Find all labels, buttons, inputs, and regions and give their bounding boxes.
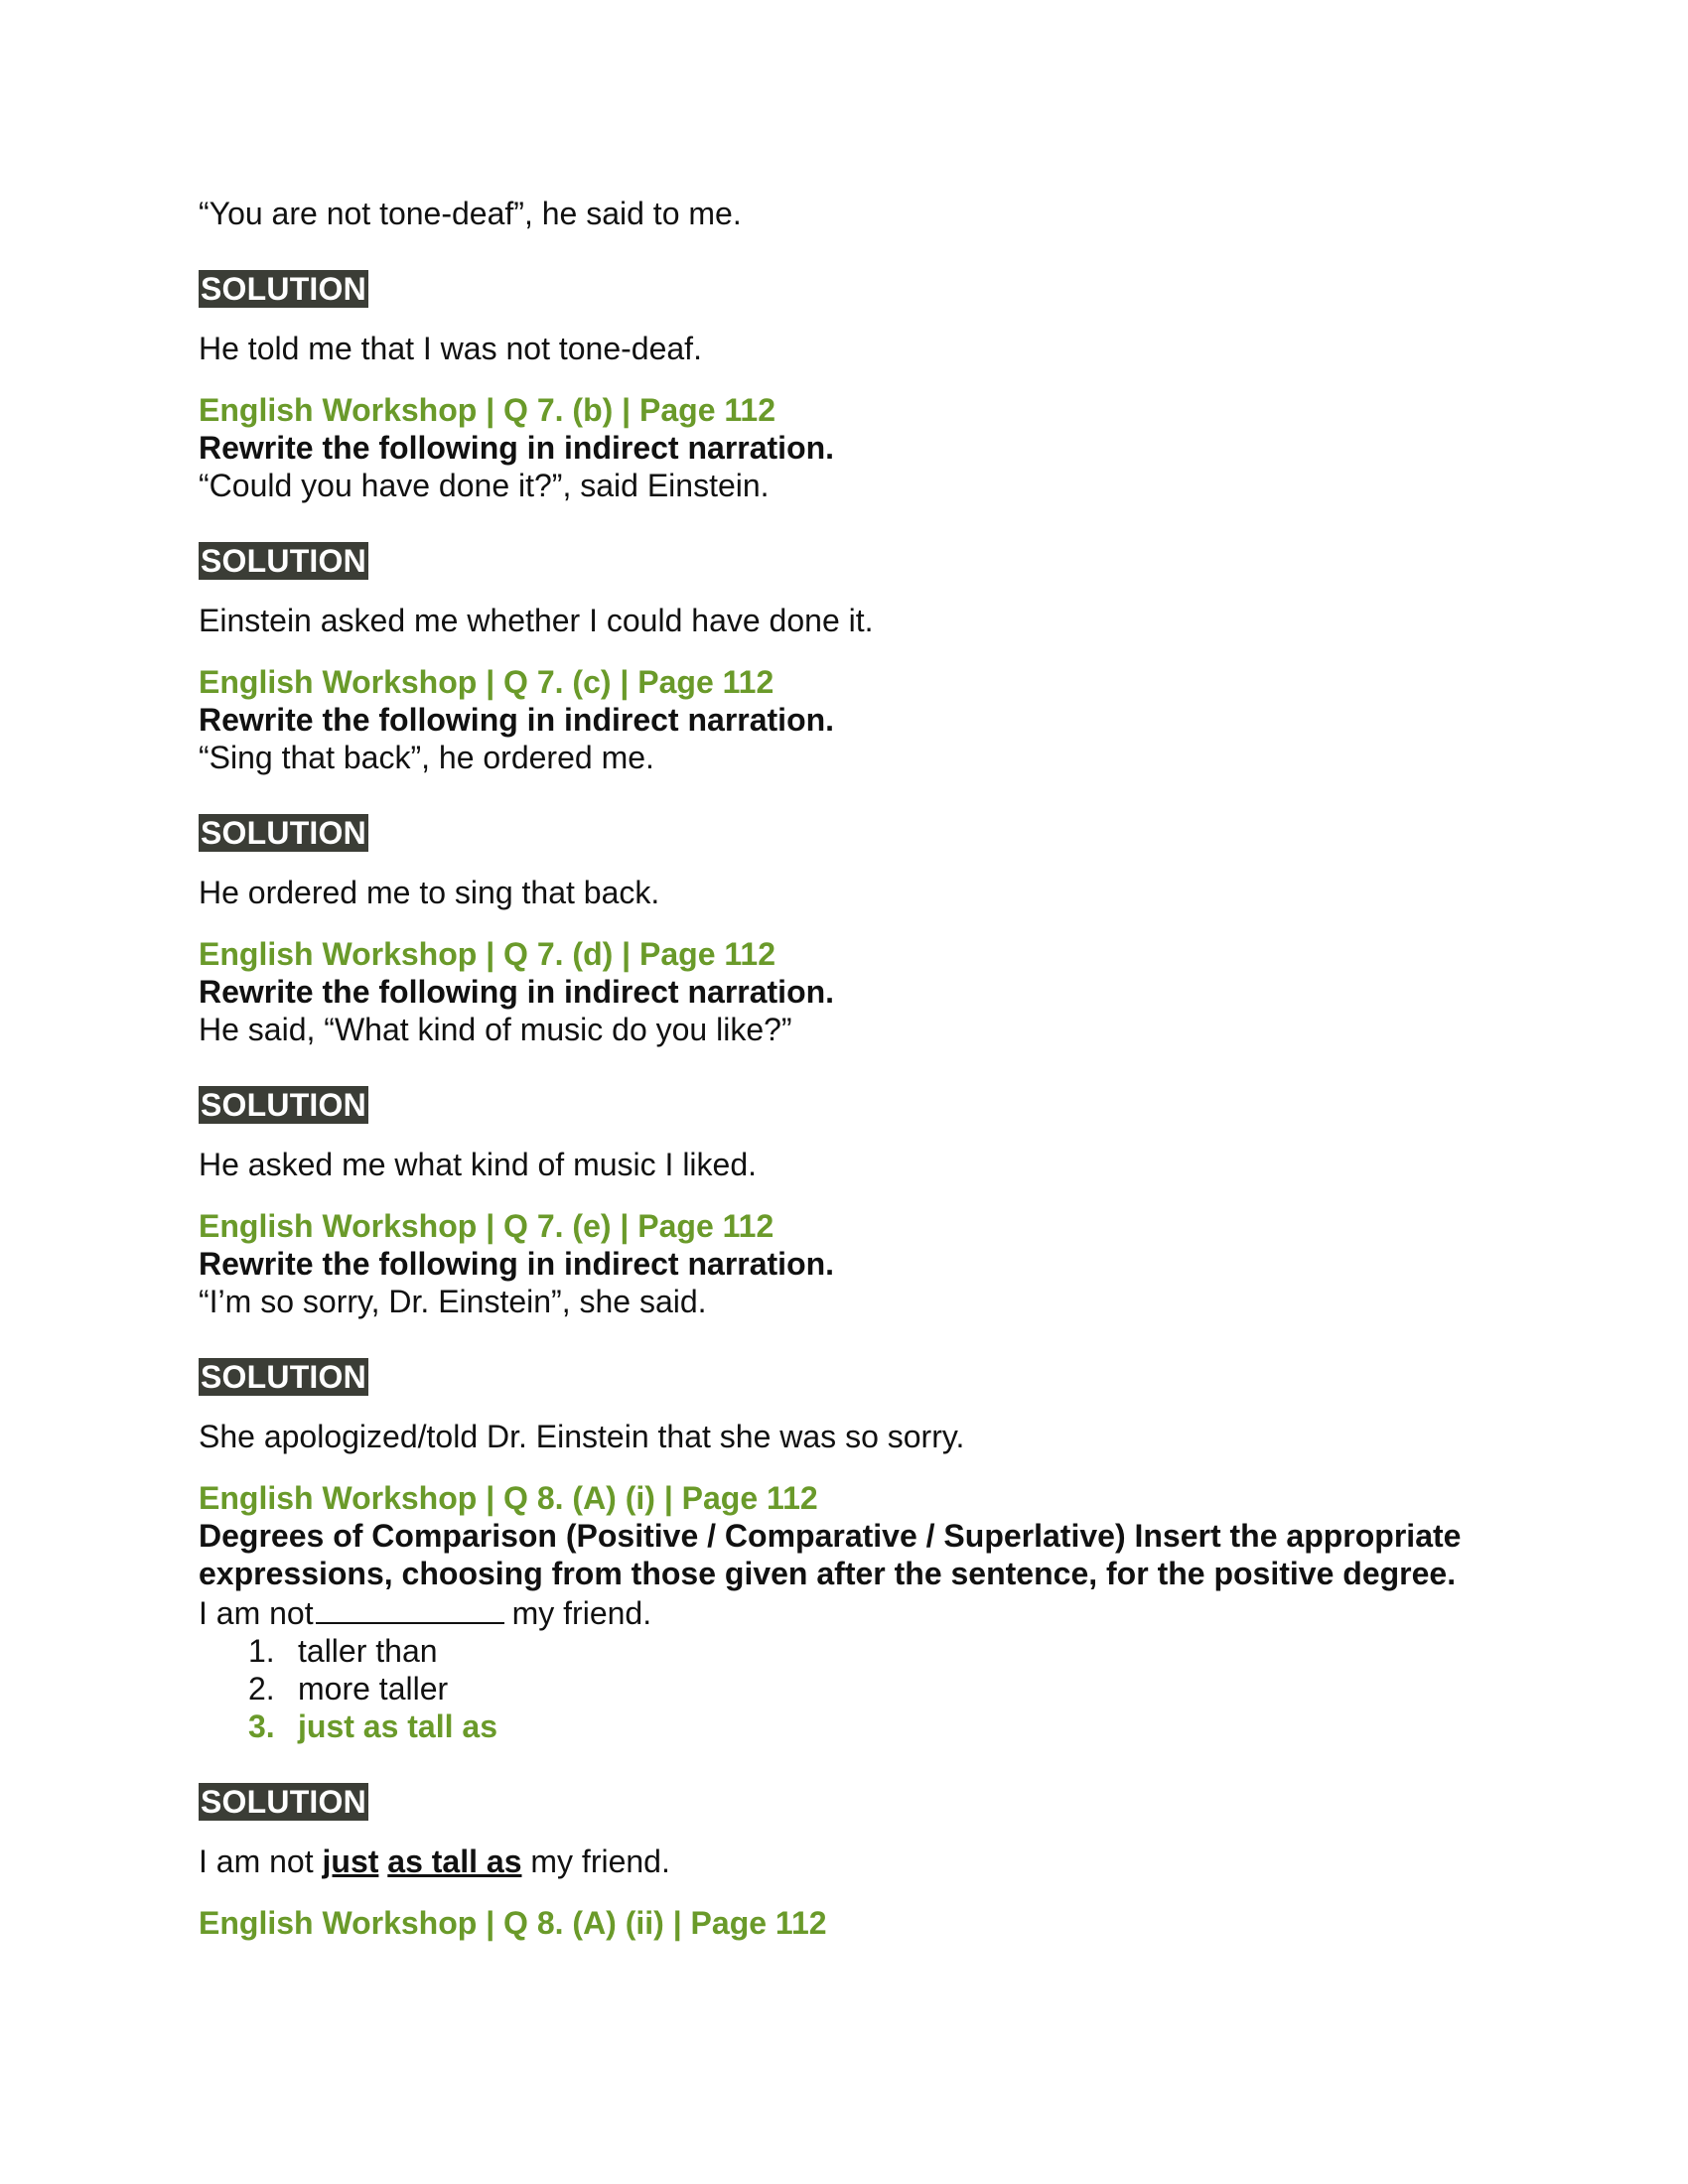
solution-badge: SOLUTION [201, 1359, 366, 1395]
option-item-correct [248, 1707, 1489, 1745]
question-heading: English Workshop | Q 7. (d) | Page 112 [199, 936, 775, 972]
option-number: 2. [248, 1671, 275, 1706]
question-after: my friend. [511, 1595, 652, 1631]
next-question-heading: English Workshop | Q 8. (A) (ii) | Page 112 [199, 1905, 827, 1941]
question-instruction: Rewrite the following in indirect narration. [199, 702, 835, 738]
question-text: He said, “What kind of music do you like?” [199, 1012, 792, 1047]
question-before: I am not [199, 1595, 314, 1631]
option-number: 1. [248, 1633, 275, 1669]
solution-badge: SOLUTION [201, 815, 366, 851]
question-instruction: Rewrite the following in indirect narration. [199, 430, 835, 466]
solution-answer: She apologized/told Dr. Einstein that she was so sorry. [199, 1419, 965, 1454]
question-heading: English Workshop | Q 8. (A) (i) | Page 112 [199, 1480, 818, 1516]
option-number: 3. [248, 1708, 275, 1744]
question-heading: English Workshop | Q 7. (c) | Page 112 [199, 664, 774, 700]
solution-answer: He asked me what kind of music I liked. [199, 1147, 758, 1182]
solution-answer [199, 1843, 1489, 1880]
question-block-7b [199, 391, 1489, 639]
question-text [199, 1592, 1489, 1632]
option-text: more taller [298, 1671, 449, 1706]
option-item [248, 1670, 1489, 1707]
answer-before: I am not [199, 1843, 323, 1879]
answer-highlight-phrase: as tall as [387, 1843, 522, 1879]
solution-answer: He told me that I was not tone-deaf. [199, 331, 702, 366]
question-block-7d [199, 935, 1489, 1183]
fill-in-blank [316, 1592, 504, 1624]
question-text: “Could you have done it?”, said Einstein. [199, 468, 770, 503]
solution-badge: SOLUTION [201, 1784, 366, 1820]
options-list [199, 1632, 1489, 1745]
question-instruction: Degrees of Comparison (Positive / Comparative / Superlative) Insert the appropriate expressions, choosing from those given after the sentence, for the positive degree. [199, 1518, 1462, 1591]
solution-badge: SOLUTION [201, 1087, 366, 1123]
solution-block-1 [199, 232, 1489, 367]
question-text: “Sing that back”, he ordered me. [199, 740, 654, 775]
option-text: just as tall as [298, 1708, 497, 1744]
question-block-8ai [199, 1479, 1489, 1880]
option-item [248, 1632, 1489, 1670]
question-block-7c [199, 663, 1489, 911]
solution-answer: Einstein asked me whether I could have done it. [199, 603, 874, 638]
option-text: taller than [298, 1633, 438, 1669]
question-instruction: Rewrite the following in indirect narration. [199, 974, 835, 1010]
question-heading: English Workshop | Q 7. (e) | Page 112 [199, 1208, 774, 1244]
question-instruction: Rewrite the following in indirect narration. [199, 1246, 835, 1282]
answer-after: my friend. [521, 1843, 670, 1879]
solution-answer: He ordered me to sing that back. [199, 875, 660, 910]
intro-question: “You are not tone-deaf”, he said to me. [199, 196, 742, 231]
answer-highlight-word: just [322, 1843, 379, 1879]
question-text: “I’m so sorry, Dr. Einstein”, she said. [199, 1284, 707, 1319]
document-page [199, 195, 1489, 1942]
question-heading: English Workshop | Q 7. (b) | Page 112 [199, 392, 775, 428]
question-block-7e [199, 1207, 1489, 1455]
solution-badge: SOLUTION [201, 543, 366, 579]
solution-badge: SOLUTION [201, 271, 366, 307]
